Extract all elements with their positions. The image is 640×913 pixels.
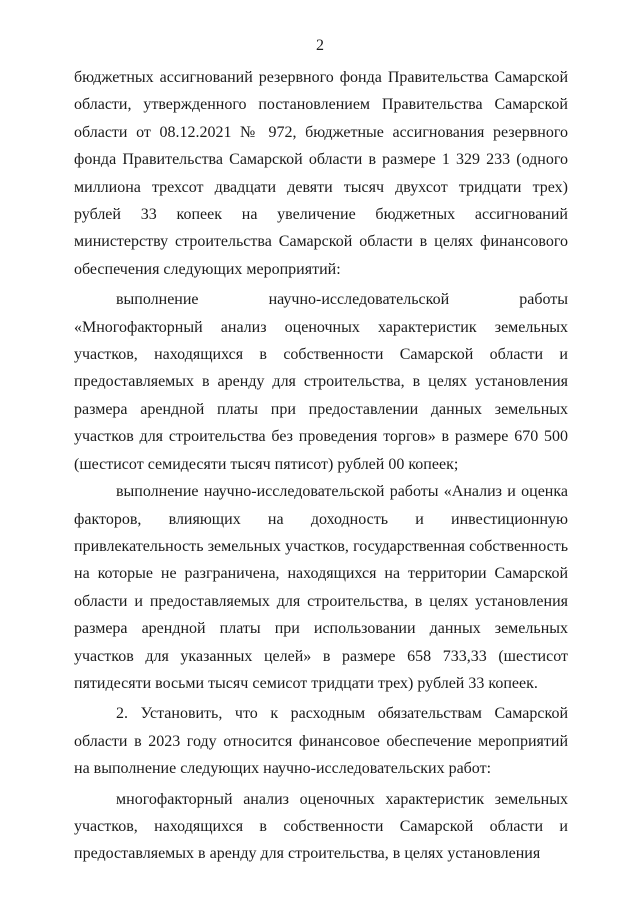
document-body [74, 64, 568, 868]
page-number: 2 [316, 37, 324, 54]
paragraph-multifactor-analysis: многофакторный анализ оценочных характеристик земельных участков, находящихся в собственности Самарской области и предоставляемых в аренду для строительства, в целях установления [74, 790, 568, 863]
paragraph-clause-2: 2. Установить, что к расходным обязательствам Самарской области в 2023 году относится финансовое обеспечение мероприятий на выполнение следующих научно-исследовательских работ: [74, 705, 568, 778]
paragraph-research-work-1: выполнение научно-исследовательской работы «Многофакторный анализ оценочных характеристик земельных участков, находящихся в собственности Самарской области и предоставляемых в аренду для строительства, в целях установления размера арендной платы при предоставлении данных земельных участков для строительства без проведения торгов» в размере 670 500 (шестисот семидесяти тысяч пятисот) рублей 00 копеек; [74, 291, 568, 473]
paragraph-research-work-2: выполнение научно-исследовательской работы «Анализ и оценка факторов, влияющих на доходность и инвестиционную привлекательность земельных участков, государственная собственность на которые не разграничена, находящихся на территории Самарской области и предоставляемых для строительства, в целях установления размера арендной платы при использовании данных земельных участков для указанных целей» в размере 658 733,33 (шестисот пятидесяти восьми тысяч семисот тридцати трех) рублей 33 копеек. [74, 483, 568, 692]
paragraph-continuation: бюджетных ассигнований резервного фонда Правительства Самарской области, утвержденного постановлением Правительства Самарской области от 08.12.2021 № 972, бюджетные ассигнования резервного фонда Правительства Самарской области в размере 1 329 233 (одного миллиона трехсот двадцати девяти тысяч двухсот тридцати трех) рублей 33 копеек на увеличение бюджетных ассигнований министерству строительства Самарской области в целях финансового обеспечения следующих мероприятий: [74, 69, 568, 278]
